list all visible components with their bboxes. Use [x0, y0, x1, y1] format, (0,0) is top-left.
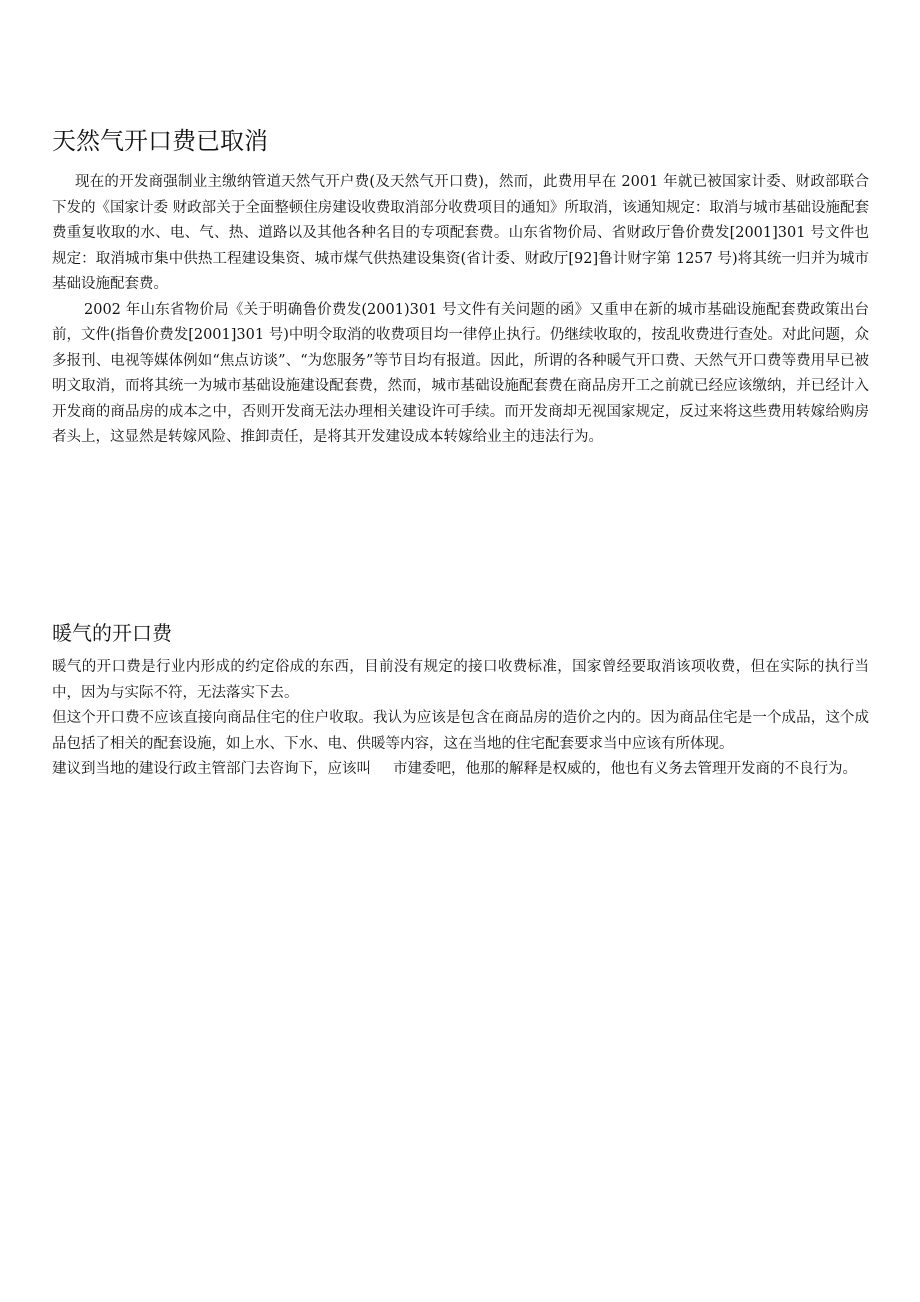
- paragraph: [52, 757, 869, 783]
- section-body-heating: [52, 655, 869, 783]
- paragraph-text: 市建委吧，他那的解释是权威的，他也有义务去管理开发商的不良行为。: [393, 761, 857, 777]
- section-title-heating: 暖气的开口费: [52, 621, 172, 645]
- section-title-natural-gas: 天然气开口费已取消: [52, 127, 268, 155]
- paragraph-text: 建议到当地的建设行政主管部门去咨询下，应该叫: [52, 761, 371, 777]
- paragraph: 现在的开发商强制业主缴纳管道天然气开户费(及天然气开口费)，然而，此费用早在 2001 年就已被国家计委、财政部联合下发的《国家计委 财政部关于全面整顿住房建设收费取消部分收费项目的通知》所取消，该通知规定：取消与城市基础设施配套费重复收取的水、电、气、热、道路以及其他各种名目的专项配套费。山东省物价局、省财政厅鲁价费发[2001]301 号文件也规定：取消城市集中供热工程建设集资、城市煤气供热建设集资(省计委、财政厅[92]鲁计财字第 1257 号)将其统一归并为城市基础设施配套费。: [52, 174, 869, 292]
- section-body-natural-gas: [52, 170, 869, 451]
- paragraph: 暖气的开口费是行业内形成的约定俗成的东西，目前没有规定的接口收费标准，国家曾经要取消该项收费，但在实际的执行当中，因为与实际不符，无法落实下去。: [52, 659, 869, 701]
- paragraph: 2002 年山东省物价局《关于明确鲁价费发(2001)301 号文件有关问题的函》又重申在新的城市基础设施配套费政策出台前，文件(指鲁价费发[2001]301 号)中明令取消的收费项目均一律停止执行。仍继续收取的，按乱收费进行查处。对此问题，众多报刊、电视等媒体例如“焦点访谈”、“为您服务”等节目均有报道。因此，所谓的各种暖气开口费、天然气开口费等费用早已被明文取消，而将其统一为城市基础设施建设配套费，然而，城市基础设施配套费在商品房开工之前就已经应该缴纳，并已经计入开发商的商品房的成本之中，否则开发商无法办理相关建设许可手续。而开发商却无视国家规定，反过来将这些费用转嫁给购房者头上，这显然是转嫁风险、推卸责任，是将其开发建设成本转嫁给业主的违法行为。: [52, 301, 869, 445]
- paragraph: 但这个开口费不应该直接向商品住宅的住户收取。我认为应该是包含在商品房的造价之内的。因为商品住宅是一个成品，这个成品包括了相关的配套设施，如上水、下水、电、供暖等内容，这在当地的住宅配套要求当中应该有所体现。: [52, 710, 869, 752]
